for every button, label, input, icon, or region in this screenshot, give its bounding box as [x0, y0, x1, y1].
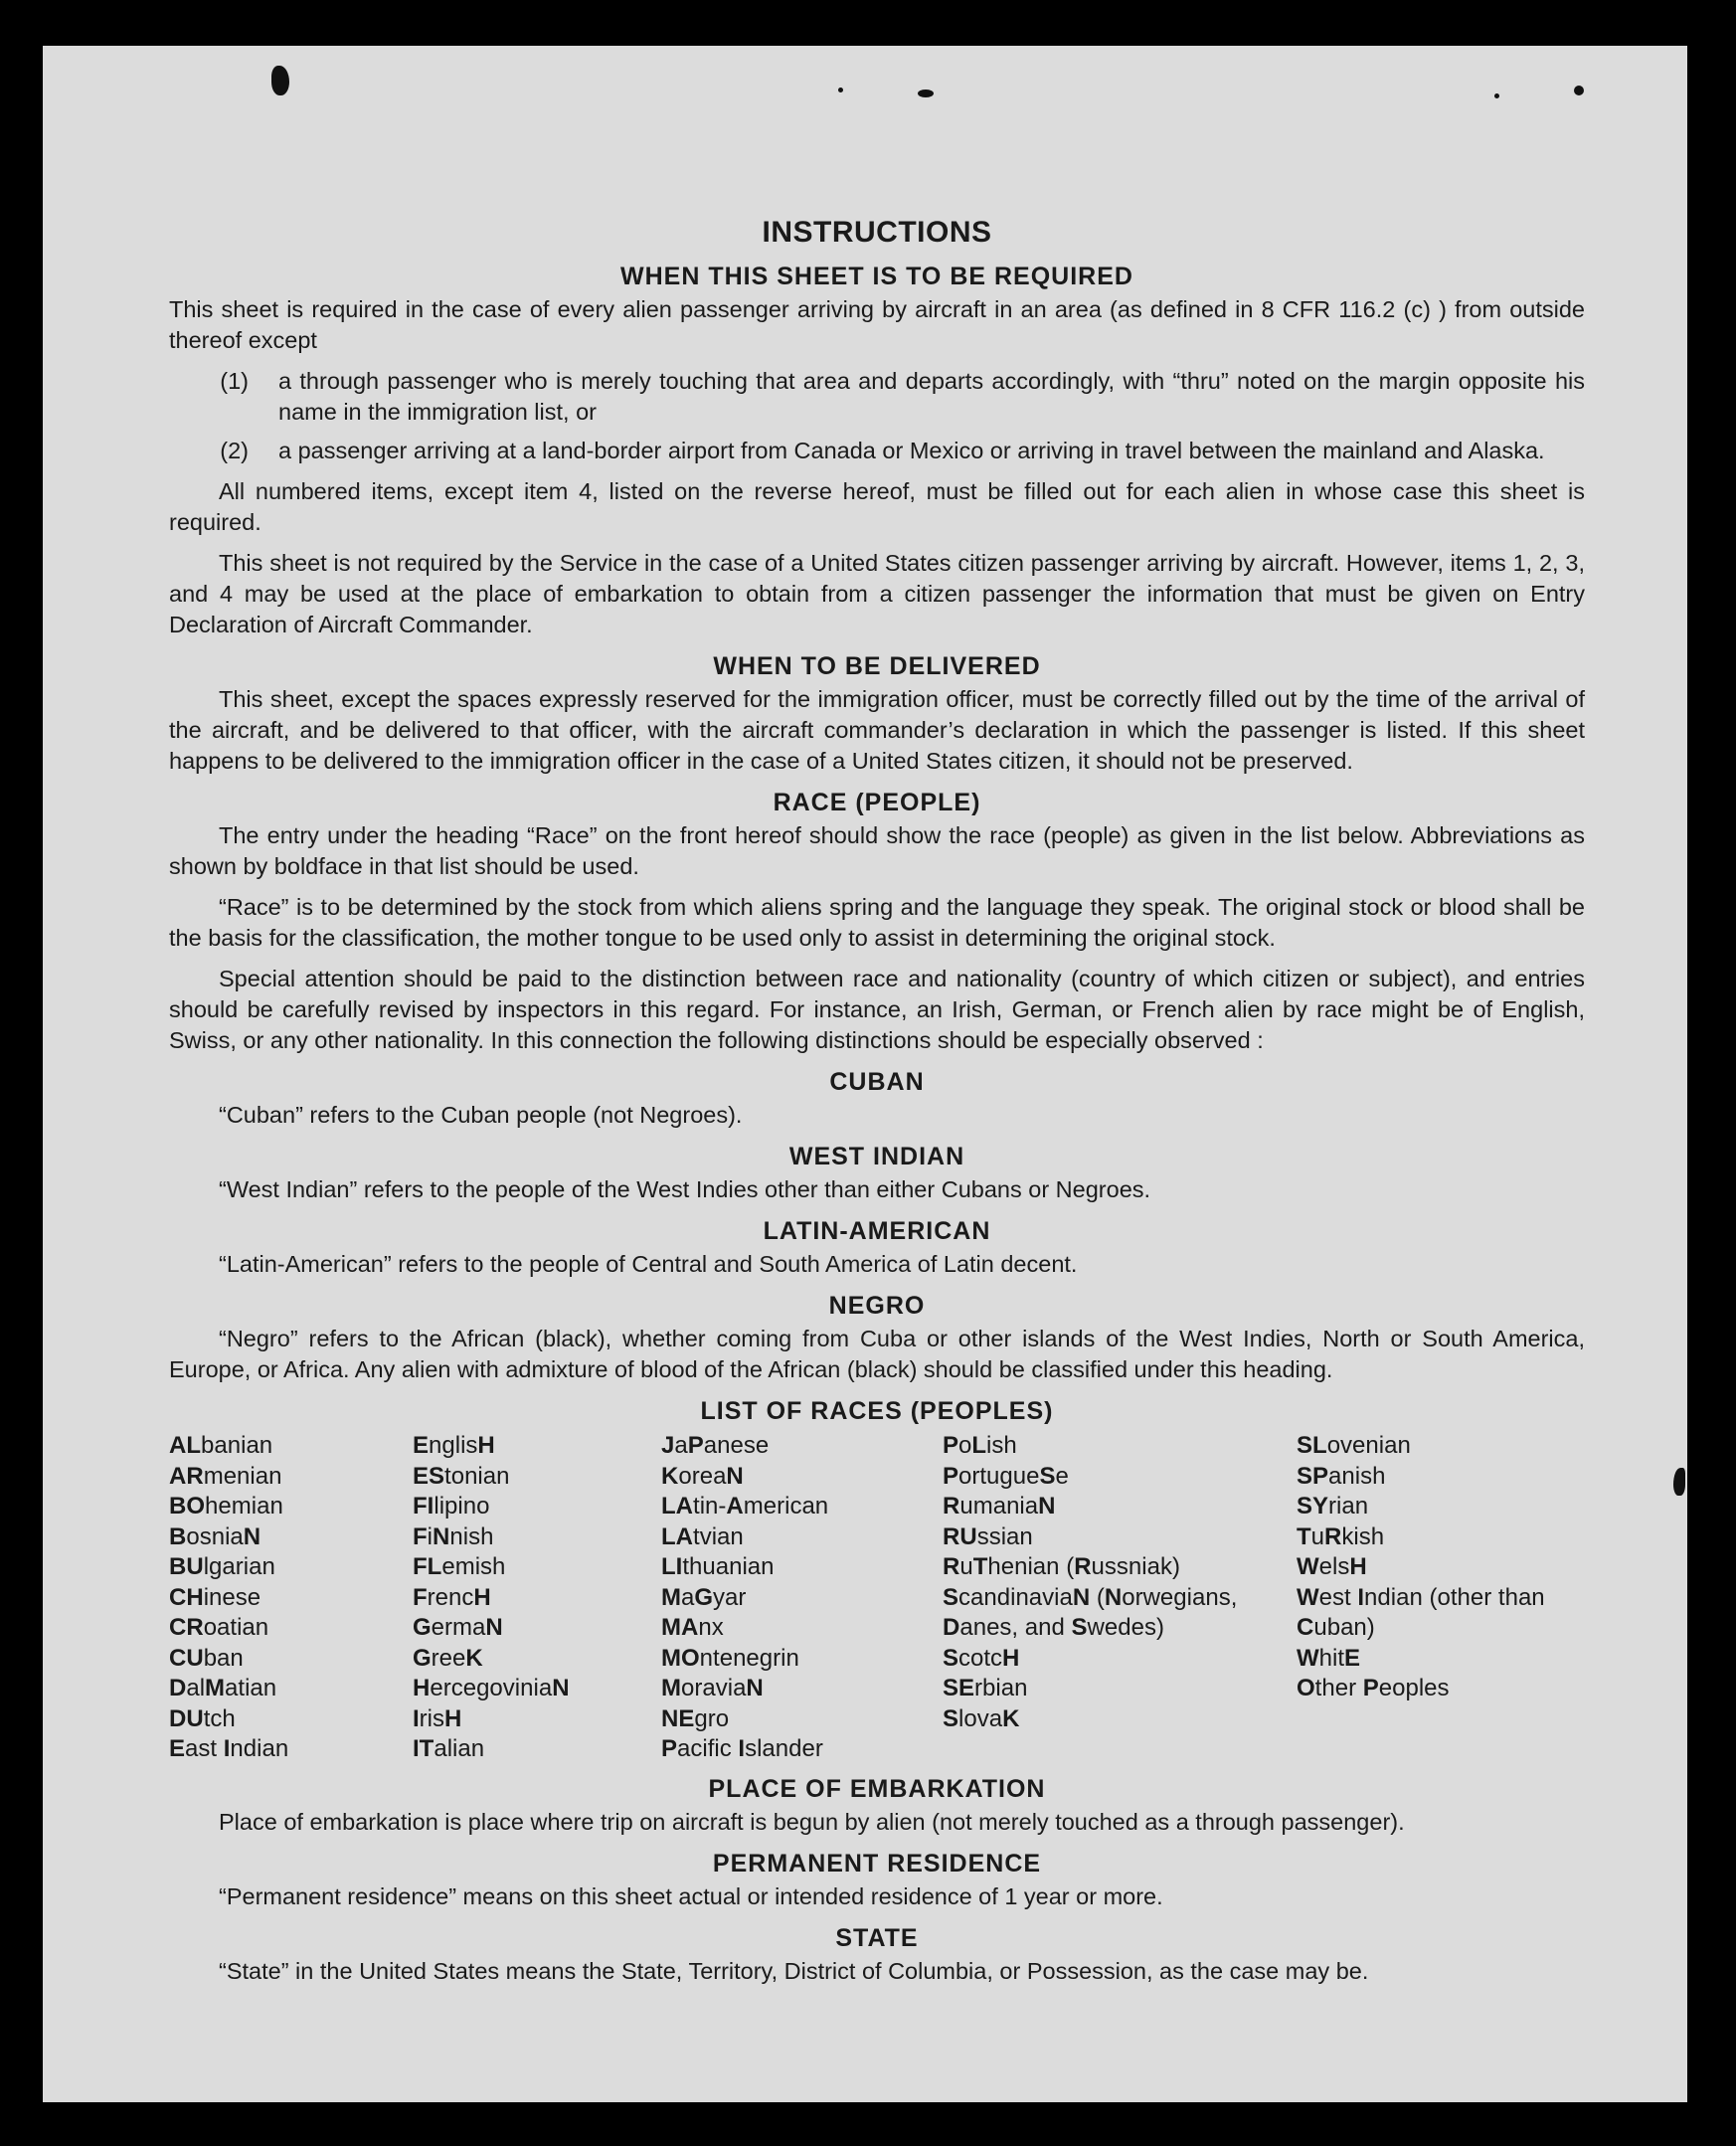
race-paragraph-1: The entry under the heading “Race” on the front hereof should show the race (people) as given in the list below. Abbreviations as shown by boldface in that list should be used.	[169, 822, 1585, 879]
race-item: RuThenian (Russniak)	[943, 1553, 1180, 1580]
race-item: PoLish	[943, 1432, 1017, 1459]
heading-state: STATE	[835, 1923, 919, 1952]
races-column-2	[413, 1431, 661, 1765]
race-item: PortugueSe	[943, 1462, 1069, 1490]
race-item: DUtch	[169, 1704, 236, 1732]
races-column-5	[1297, 1431, 1585, 1765]
ink-speck	[1494, 93, 1499, 98]
race-item: SLovenian	[1297, 1432, 1411, 1459]
race-item: CRoatian	[169, 1614, 269, 1641]
race-item: BUlgarian	[169, 1553, 275, 1580]
race-item: EStonian	[413, 1462, 510, 1490]
heading-list-of-races: LIST OF RACES (PEOPLES)	[700, 1397, 1054, 1425]
heading-permanent-residence: PERMANENT RESIDENCE	[712, 1849, 1042, 1878]
race-item: ScandinaviaN (Norwegians, Danes, and Swedes)	[943, 1583, 1238, 1641]
race-item: MAnx	[661, 1614, 724, 1641]
race-item: RumaniaN	[943, 1493, 1056, 1520]
race-item: MOntenegrin	[661, 1644, 799, 1672]
race-item: KoreaN	[661, 1462, 744, 1490]
page-title: INSTRUCTIONS	[762, 216, 992, 249]
race-item: MoraviaN	[661, 1675, 764, 1701]
ink-speck	[838, 88, 843, 92]
item-text: a through passenger who is merely touching that area and departs accordingly, with “thru” noted on the margin opposite his name in the immigration list, or	[278, 368, 1585, 425]
races-column-3	[661, 1431, 943, 1765]
race-item: RUssian	[943, 1522, 1033, 1550]
item-text: a passenger arriving at a land-border airport from Canada or Mexico or arriving in travel between the mainland and Alaska.	[278, 438, 1545, 463]
ink-speck	[1673, 1468, 1685, 1496]
exception-item	[169, 436, 1585, 466]
document-sheet	[43, 46, 1687, 2102]
heading-when-required: WHEN THIS SHEET IS TO BE REQUIRED	[620, 263, 1133, 290]
numbered-items-paragraph: All numbered items, except item 4, listed on the reverse hereof, must be filled out for each alien in whose case this sheet is required.	[169, 478, 1585, 535]
citizen-paragraph: This sheet is not required by the Service in the case of a United States citizen passenger arriving by aircraft. However, items 1, 2, 3, and 4 may be used at the place of embarkation to obtain from a citizen passenger the information that must be given on Entry Declaration of Aircraft Commander.	[169, 550, 1585, 637]
race-item: ALbanian	[169, 1432, 273, 1459]
race-item: WelsH	[1297, 1553, 1367, 1580]
race-item: West Indian (other than Cuban)	[1297, 1583, 1545, 1641]
race-item: GermaN	[413, 1614, 503, 1641]
race-item: SPanish	[1297, 1462, 1386, 1490]
race-item: CUban	[169, 1644, 244, 1672]
race-item: MaGyar	[661, 1583, 747, 1611]
race-item: IrisH	[413, 1704, 462, 1732]
race-paragraph-2: “Race” is to be determined by the stock from which aliens spring and the language they speak. The original stock or blood shall be the basis for the classification, the mother tongue to be used only to assist in determining the original stock.	[169, 894, 1585, 951]
races-column-1	[169, 1431, 413, 1765]
race-item: SErbian	[943, 1675, 1028, 1701]
ink-speck	[271, 66, 289, 95]
embarkation-definition: Place of embarkation is place where trip on aircraft is begun by alien (not merely touched as a through passenger).	[219, 1808, 1405, 1835]
heading-latin-american: LATIN-AMERICAN	[763, 1217, 991, 1245]
latin-american-definition: “Latin-American” refers to the people of Central and South America of Latin decent.	[219, 1251, 1078, 1277]
race-item: ITalian	[413, 1735, 485, 1762]
race-item: Other Peoples	[1297, 1675, 1450, 1701]
races-column-4	[943, 1431, 1297, 1765]
race-item: FiNnish	[413, 1522, 494, 1550]
item-number: (1)	[220, 368, 249, 394]
race-item: GreeK	[413, 1644, 483, 1672]
race-item: ARmenian	[169, 1462, 282, 1490]
race-item: DalMatian	[169, 1675, 277, 1701]
race-item: SYrian	[1297, 1493, 1369, 1520]
race-item: FrencH	[413, 1583, 491, 1611]
exceptions-list	[169, 366, 1585, 466]
ink-speck	[1574, 86, 1584, 95]
ink-speck	[918, 89, 934, 97]
heading-west-indian: WEST INDIAN	[788, 1143, 965, 1170]
delivery-paragraph: This sheet, except the spaces expressly reserved for the immigration officer, must be correctly filled out by the time of the arrival of the aircraft, and be delivered to that officer, with the aircraft commander’s declaration in which the passenger is listed. If this sheet happens to be delivered to the immigration officer in the case of a United States citizen, it should not be preserved.	[169, 686, 1585, 774]
race-item: FLemish	[413, 1553, 506, 1580]
race-item: JaPanese	[661, 1432, 770, 1459]
heading-negro: NEGRO	[828, 1292, 926, 1320]
heading-race: RACE (PEOPLE)	[773, 789, 981, 816]
heading-cuban: CUBAN	[829, 1068, 925, 1096]
race-item: LIthuanian	[661, 1553, 775, 1580]
race-item: SlovaK	[943, 1704, 1020, 1732]
residence-definition: “Permanent residence” means on this sheet actual or intended residence of 1 year or more.	[219, 1882, 1163, 1909]
races-list	[169, 1431, 1585, 1765]
race-item: ScotcH	[943, 1644, 1020, 1672]
heading-place-of-embarkation: PLACE OF EMBARKATION	[708, 1774, 1046, 1803]
race-item: CHinese	[169, 1583, 261, 1611]
race-item: Pacific Islander	[661, 1735, 823, 1762]
race-item: BOhemian	[169, 1493, 283, 1520]
west-indian-definition: “West Indian” refers to the people of the West Indies other than either Cubans or Negroes.	[219, 1176, 1151, 1202]
race-item: EnglisH	[413, 1432, 495, 1459]
race-item: FIlipino	[413, 1493, 490, 1520]
race-item: TuRkish	[1297, 1522, 1385, 1550]
race-item: BosniaN	[169, 1522, 261, 1550]
race-item: LAtvian	[661, 1522, 744, 1550]
race-item: East Indian	[169, 1735, 289, 1762]
cuban-definition: “Cuban” refers to the Cuban people (not Negroes).	[219, 1102, 743, 1128]
race-item: HercegoviniaN	[413, 1675, 570, 1701]
required-intro: This sheet is required in the case of every alien passenger arriving by aircraft in an area (as defined in 8 CFR 116.2 (c) ) from outside thereof except	[169, 296, 1585, 353]
heading-when-delivered: WHEN TO BE DELIVERED	[713, 652, 1041, 680]
exception-item	[169, 366, 1585, 428]
race-item: LAtin-American	[661, 1493, 829, 1520]
race-item: NEgro	[661, 1704, 730, 1732]
race-item: WhitE	[1297, 1644, 1361, 1672]
race-paragraph-3: Special attention should be paid to the distinction between race and nationality (country of which citizen or subject), and entries should be carefully revised by inspectors in this regard. For instance, an Irish, German, or French alien by race might be of English, Swiss, or any other nationality. In this connection the following distinctions should be especially observed :	[169, 966, 1585, 1053]
negro-definition: “Negro” refers to the African (black), whether coming from Cuba or other islands of the West Indies, North or South America, Europe, or Africa. Any alien with admixture of blood of the African (black) should be classified under this heading.	[169, 1326, 1585, 1382]
state-definition: “State” in the United States means the State, Territory, District of Columbia, or Possession, as the case may be.	[219, 1957, 1369, 1984]
item-number: (2)	[220, 438, 249, 463]
instructions-content	[169, 165, 1585, 1997]
